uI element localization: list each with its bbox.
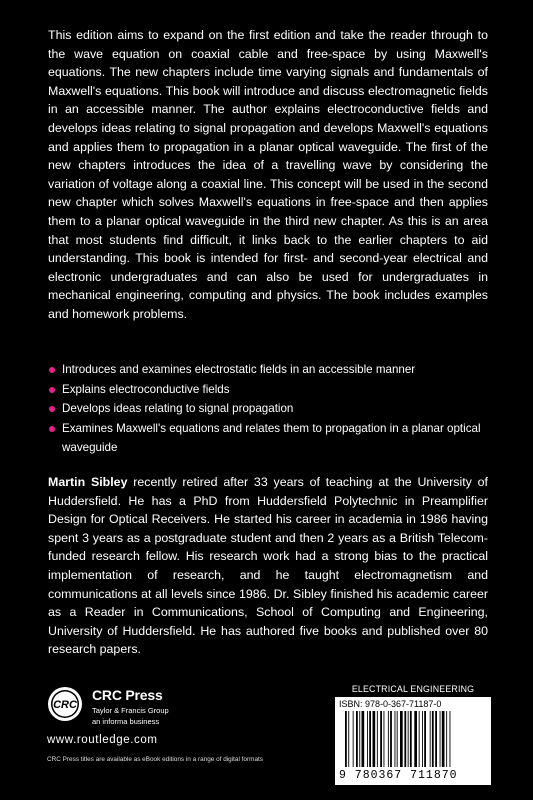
publisher-business: an informa business	[92, 717, 160, 726]
publisher-website[interactable]: www.routledge.com	[47, 734, 158, 746]
logo-text: CRC	[53, 699, 77, 711]
feature-item: Examines Maxwell's equations and relates them to propagation in a planar optical waveguide	[48, 419, 488, 458]
feature-item: Introduces and examines electrostatic fields in an accessible manner	[48, 360, 488, 380]
crc-logo-icon	[47, 686, 83, 722]
barcode	[335, 697, 491, 785]
publisher-name: CRC Press	[92, 687, 163, 703]
barcode-bars	[345, 711, 481, 767]
author-name: Martin Sibley	[48, 475, 128, 489]
subject-label: ELECTRICAL ENGINEERING	[351, 684, 475, 694]
barcode-digits: 9 780367 711870	[339, 769, 458, 782]
publisher-group: Taylor & Francis Group	[92, 706, 169, 715]
feature-item: Develops ideas relating to signal propagation	[48, 399, 488, 419]
ebook-footnote: CRC Press titles are available as eBook editions in a range of digital formats	[47, 756, 263, 763]
feature-list	[48, 360, 488, 458]
feature-item: Explains electroconductive fields	[48, 380, 488, 400]
blurb-text: This edition aims to expand on the first edition and take the reader through to the wave equation on coaxial cable and free-space by using Maxwell's equations. The new chapters include time varying signals and fundamentals of Maxwell's equations. This book will introduce and discuss electromagnetic fields in an accessible manner. The author explains electroconductive fields and develops ideas relating to signal propagation and develops Maxwell's equations and applies them to propagation in a planar optical waveguide. The first of the new chapters introduces the idea of a travelling wave by considering the variation of voltage along a coaxial line. This concept will be used in the second new chapter which solves Maxwell's equations in free-space and then applies them to a planar optical waveguide in the third new chapter. As this is an area that most students find difficult, it links back to the earlier chapters to aid understanding. This book is intended for first- and second-year electrical and electronic undergraduates and can also be used for undergraduates in mechanical engineering, computing and physics. The book includes examples and homework problems.	[48, 28, 488, 321]
author-bio	[48, 473, 488, 659]
isbn-text: ISBN: 978-0-367-71187-0	[339, 699, 442, 709]
author-bio-text: recently retired after 33 years of teaching at the University of Huddersfield. He has a PhD from Huddersfield Polytechnic in Preamplifier Design for Optical Receivers. He started his career in academia in 1986 having spent 3 years as a postgraduate student and then 2 years as a British Telecom-funded research fellow. His research work had a strong bias to the practical implementation of research, and he taught electromagnetism and communications at all levels since 1986. Dr. Sibley finished his academic career as a Reader in Communications, School of Computing and Engineering, University of Huddersfield. He has authored five books and published over 80 research papers.	[48, 475, 488, 657]
